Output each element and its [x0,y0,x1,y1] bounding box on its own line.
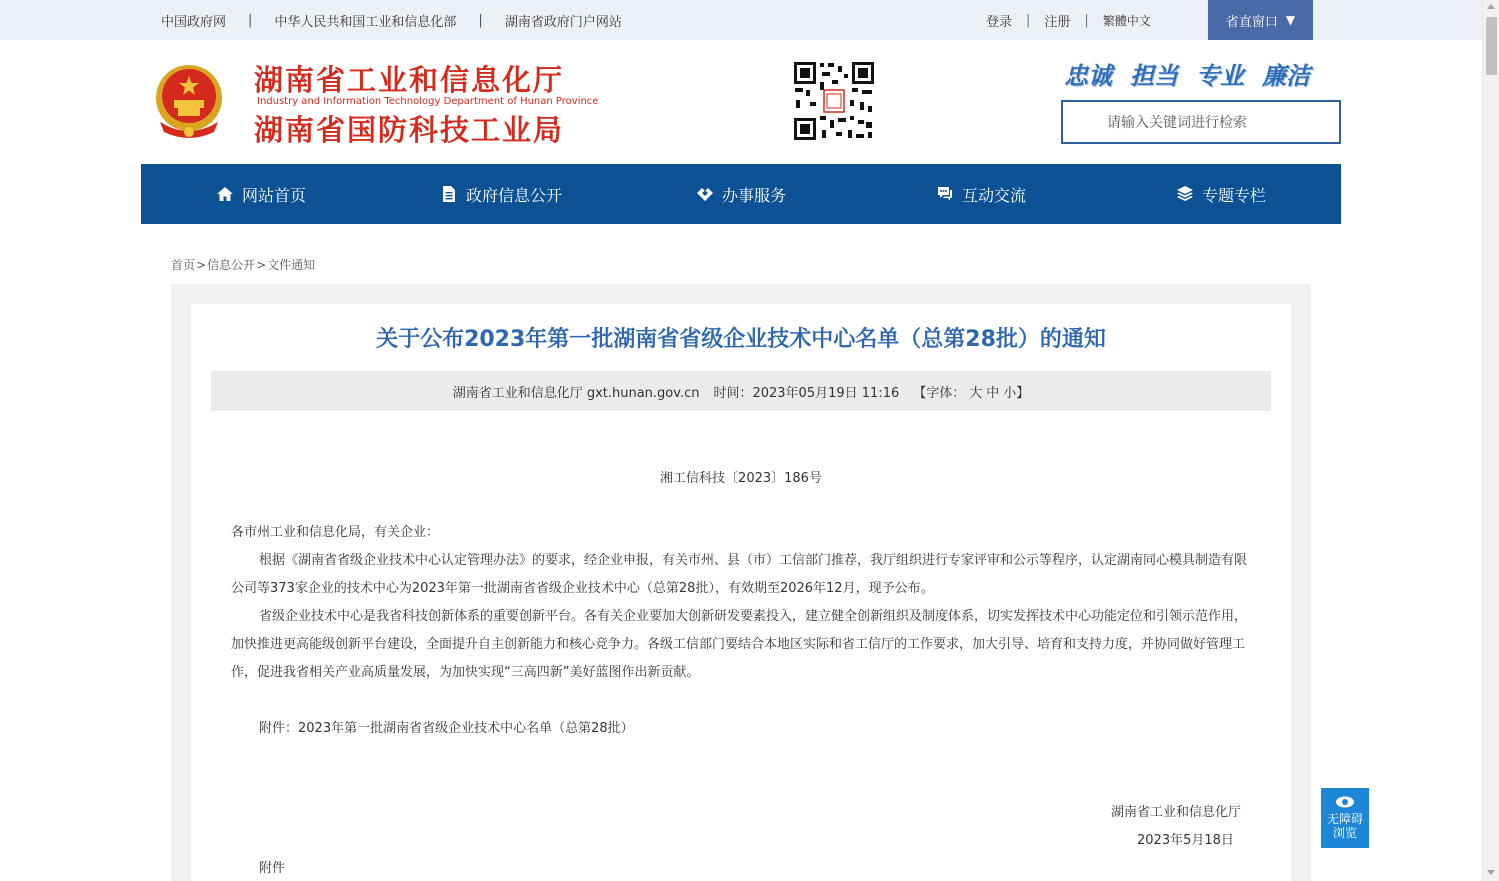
login-link[interactable]: 登录 [986,14,1013,30]
national-emblem-logo [152,62,226,142]
provincial-window-label: 省直窗口 [1225,14,1278,30]
article-meta [211,371,1271,411]
traditional-chinese-link[interactable]: 繁體中文 [1102,13,1151,28]
top-bar [0,0,1482,40]
site-title-english: Industry and Information Technology Department of Hunan Province [257,96,599,107]
attachment-heading: 附件 [259,861,286,876]
handshake-icon [696,185,714,203]
link-gov-cn[interactable]: 中国政府网 [161,14,227,30]
breadcrumb-separator: > [196,258,207,272]
link-separator: | [478,12,483,28]
breadcrumb-separator: > [256,258,267,272]
attachment-link[interactable]: 附件：2023年第一批湖南省省级企业技术中心名单（总第28批） [259,721,634,736]
article-title: 关于公布2023年第一批湖南省省级企业技术中心名单（总第28批）的通知 [376,327,1106,352]
salutation: 各市州工业和信息化局，有关企业： [231,525,440,540]
nav-item-interaction[interactable] [861,164,1101,224]
user-links [986,0,1151,40]
scroll-down-arrow-icon[interactable] [1487,870,1495,875]
site-title-primary: 湖南省工业和信息化厅 [254,63,565,97]
link-hunan-gov[interactable]: 湖南省政府门户网站 [504,14,622,30]
document-number: 湘工信科技〔2023〕186号 [660,471,822,486]
breadcrumb-home[interactable]: 首页 [171,258,196,272]
layers-icon [1176,185,1194,203]
article-time: 时间：2023年05月19日 11:16 [713,385,900,401]
article-source: 湖南省工业和信息化厅 gxt.hunan.gov.cn [452,385,700,401]
slogan-word: 专业 [1196,62,1244,90]
eye-icon [1335,796,1355,808]
nav-item-home[interactable] [141,164,381,224]
font-size-medium[interactable]: 中 [986,385,1000,401]
accessibility-button[interactable] [1321,788,1369,848]
link-separator: | [1026,12,1031,28]
breadcrumb-info[interactable]: 信息公开 [207,258,256,272]
nav-item-label: 政府信息公开 [465,185,562,205]
nav-item-topics[interactable] [1101,164,1341,224]
nav-item-gov-info[interactable] [381,164,621,224]
font-size-close: 】 [1016,385,1030,401]
nav-item-label: 办事服务 [721,185,786,205]
font-size-small[interactable]: 小 [1003,385,1017,401]
article-paragraph: 根据《湖南省省级企业技术中心认定管理办法》的要求，经企业申报，有关市州、县（市）工信部门推荐，我厅组织进行专家评审和公示等程序，认定湖南同心模具制造有限公司等373家企业的技术中心为2023年第一批湖南省省级企业技术中心（总第28批），有效期至2026年12月，现予公布。 [231,553,1248,596]
signature-organization: 湖南省工业和信息化厅 [1111,805,1242,820]
breadcrumb [171,256,315,273]
register-link[interactable]: 注册 [1044,14,1071,30]
slogan-word: 担当 [1130,62,1178,90]
chat-icon [936,185,954,203]
nav-item-label: 互动交流 [961,185,1026,205]
scroll-up-arrow-icon[interactable] [1487,4,1495,9]
page-scrollbar[interactable] [1482,0,1499,881]
accessibility-label-line2: 浏览 [1332,826,1357,840]
main-nav [141,164,1341,224]
nav-item-label: 专题专栏 [1201,185,1266,205]
provincial-window-button[interactable] [1208,0,1313,40]
font-size-large[interactable]: 大 [969,385,983,401]
link-miit[interactable]: 中华人民共和国工业和信息化部 [274,14,457,30]
site-title-secondary: 湖南省国防科技工业局 [254,113,565,147]
link-separator: | [248,12,253,28]
search-input[interactable]: 请输入关键词进行检索 [1061,100,1341,144]
breadcrumb-notices[interactable]: 文件通知 [267,258,316,272]
font-size-label: 【字体： [913,385,966,401]
dropdown-arrow-icon: ▼ [1285,13,1296,27]
external-links [161,0,622,40]
link-separator: | [1084,12,1089,28]
qr-code-image [792,60,876,142]
slogan-word: 廉洁 [1262,62,1310,90]
slogan-word: 忠诚 [1064,62,1112,90]
accessibility-label-line1: 无障碍 [1326,812,1363,826]
nav-item-label: 网站首页 [241,185,306,205]
signature-date: 2023年5月18日 [1137,833,1234,848]
document-icon [440,185,458,203]
nav-item-services[interactable] [621,164,861,224]
home-icon [216,185,234,203]
scroll-thumb[interactable] [1486,17,1497,75]
slogan [1064,56,1310,91]
article-paragraph: 省级企业技术中心是我省科技创新体系的重要创新平台。各有关企业要加大创新研发要素投入，建立健全创新组织及制度体系，切实发挥技术中心功能定位和引领示范作用，加快推进更高能级创新平台建设，全面提升自主创新能力和核心竞争力。各级工信部门要结合本地区实际和省工信厅的工作要求，加大引导、培育和支持力度，并协同做好管理工作，促进我省相关产业高质量发展，为加快实现“三高四新”美好蓝图作出新贡献。 [231,609,1248,680]
